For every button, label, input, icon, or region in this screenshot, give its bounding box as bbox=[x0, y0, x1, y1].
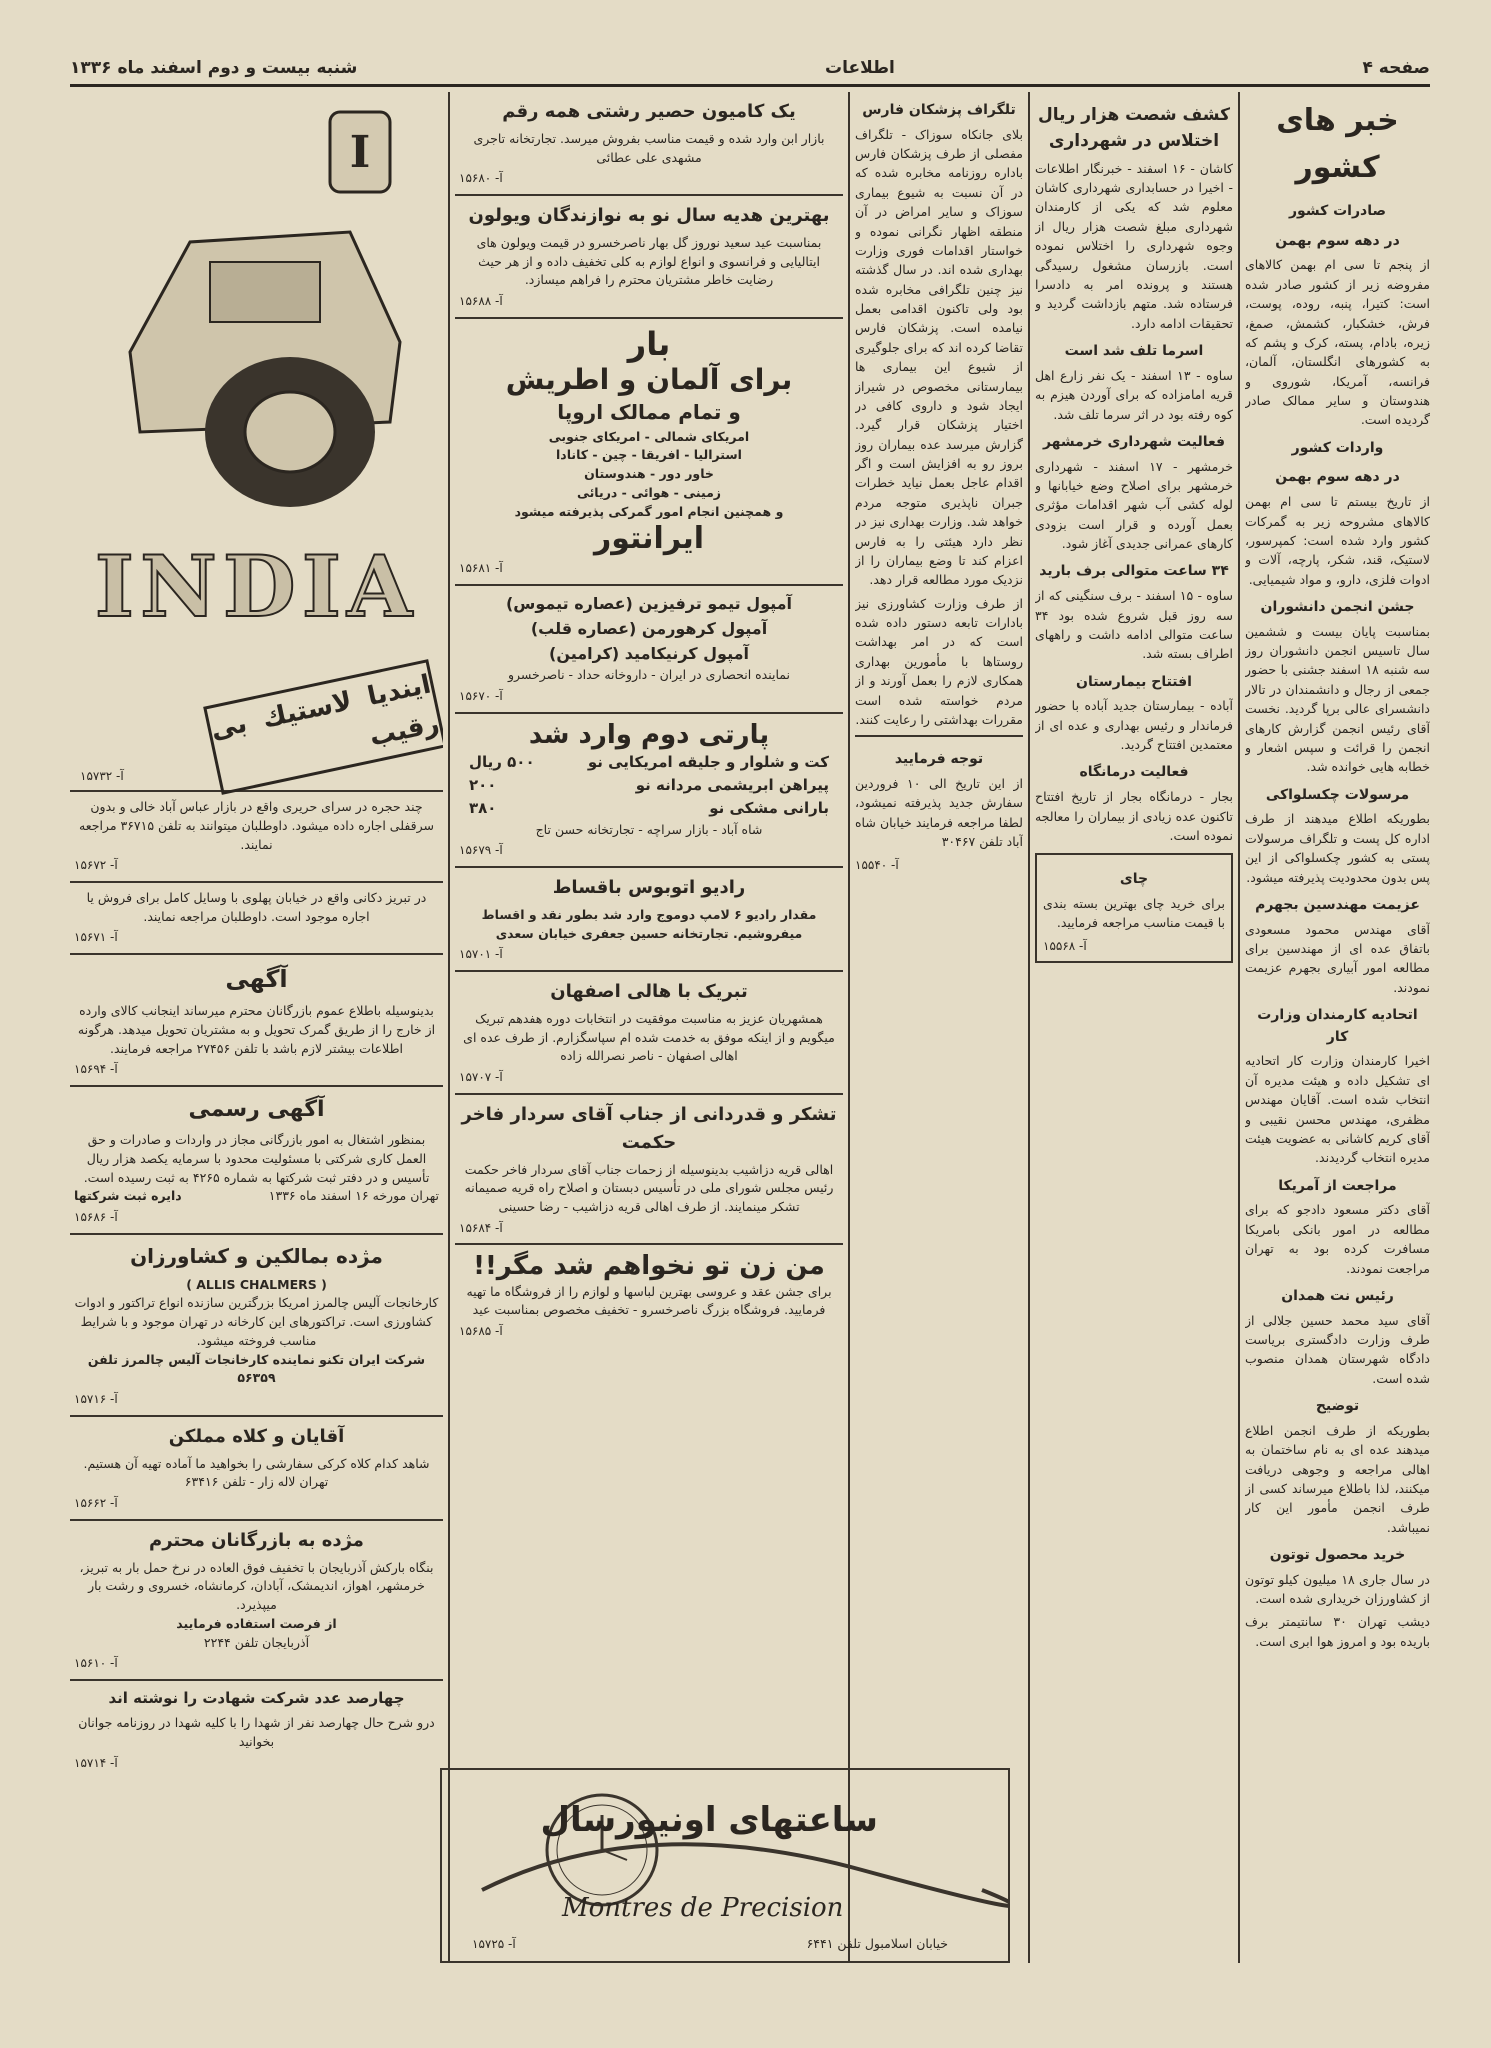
ad-line: و تمام ممالک اروپا bbox=[557, 399, 741, 424]
ad-shop-rent bbox=[70, 792, 443, 883]
ad-cable bbox=[455, 92, 843, 196]
ad-code: آ- ۱۵۶۸۵ bbox=[459, 1324, 503, 1339]
ad-line: امریکای شمالی - امریکای جنوبی bbox=[548, 428, 750, 444]
notice-box bbox=[855, 735, 1023, 874]
ad-title: آگهی bbox=[225, 964, 288, 993]
ad-text: نماینده انحصاری در ایران - داروخانه حداد - ناصرخسرو bbox=[507, 667, 791, 683]
ad-code: آ- ۱۵۷۰۱ bbox=[459, 947, 503, 962]
ad-code: آ- ۱۵۶۸۶ bbox=[74, 1210, 118, 1225]
ad-code: آ- ۱۵۶۱۰ bbox=[74, 1656, 118, 1671]
ad-code: آ- ۱۵۶۸۸ bbox=[459, 294, 503, 309]
ad-radio bbox=[455, 868, 843, 972]
headline: فعالیت درمانگاه bbox=[1079, 764, 1189, 781]
headline: تلگراف پزشکان فارس bbox=[862, 102, 1016, 118]
article-text: بلای جانکاه سوزاک - تلگراف مفصلی از طرف پزشکان فارس باداره روزنامه مخابره شده که در آن نسبت به شیوع بیماری سوزاک و سایر امراض در آن منطقه اظهار نگرانی نموده و خواستار اقدامات فوری وزارت بهداری شده اند. در سال گذشته نیز چنین تلگرافی مخابره شده بود ولی تاکنون اقدامی بعمل نیامده است. پزشکان فارس تقاضا کرده اند که برای جلوگیری از شیوع این بیماری ها بیمارستانی مخصوص در شیراز ایجاد شود و داروی کافی در اختیار پزشکان قرار گیرد. گزارش میرسد عده بیماران روز بروز رو به افزایش است و اگر اقدام عاجل بعمل نیاید خطرات جبران ناپذیری متوجه مردم خواهد شد. وزارت بهداری نیز در نظر دارد هیئتی را به فارس اعزام کند تا وضع بیماران را از نزدیک مورد مطالعه قرار دهد. bbox=[855, 126, 1023, 588]
ad-code: آ- ۱۵۵۶۸ bbox=[1043, 938, 1087, 953]
watch-brand: ساعتهای اونیورسال bbox=[540, 1800, 878, 1840]
item-name: کت و شلوار و جلیقه امریکایی نو bbox=[587, 752, 829, 771]
column-divider bbox=[848, 92, 850, 1963]
ad-title: رادیو اتوبوس باقساط bbox=[552, 877, 746, 899]
section-title: خبر های کشور bbox=[1276, 103, 1399, 185]
ad-text: شاه آباد - بازار سراچه - تجارتخانه حسن تاج bbox=[535, 821, 763, 837]
ad-text: در تبریز دکانی واقع در خیابان پهلوی با وسایل کامل برای فروش یا اجاره موجود است. داوطلبان مراجعه نمایند. bbox=[86, 889, 427, 924]
ad-text: بمنظور اشتغال به امور بازرگانی مجاز در واردات و صادرات و حق العمل کاری شرکتی با مسئولیت محدود با سرمایه یکصد هزار ریال تأسیس و در دفتر ثبت شرکتها به شماره ۴۲۶۵ به ثبت رسیده است. bbox=[83, 1132, 430, 1185]
headline: کشف شصت هزار ریال اختلاس در شهرداری bbox=[1038, 105, 1230, 152]
ad-violin bbox=[455, 196, 843, 319]
headline: عزیمت مهندسین بجهرم bbox=[1255, 896, 1420, 913]
ad-thanks bbox=[455, 1095, 843, 1246]
ad-code: آ- ۱۵۵۴۰ bbox=[855, 857, 899, 872]
article-text: بطوریکه اطلاع میدهند از طرف اداره کل پست و تلگراف مرسولات پستی به کشور چکسلواکی از این پس بدون محدودیت پذیرفته میشود. bbox=[1245, 811, 1430, 885]
ad-pharma bbox=[455, 586, 843, 714]
article-text: بطوریکه از طرف انجمن اطلاع میدهند عده ای به نام ساختمان به اهالی مراجعه و وجوهی دریافت میکنند، لذا باطلاع میرساند کسی از طرف انجمن مأمور این کار نمیباشد. bbox=[1245, 1422, 1430, 1535]
headline: صادرات کشور bbox=[1289, 203, 1386, 219]
ad-line: و همچنین انجام امور گمرکی پذیرفته میشود bbox=[514, 503, 784, 519]
ad-title: تبریک با هالی اصفهان bbox=[550, 981, 748, 1003]
headline: افتتاح بیمارستان bbox=[1076, 673, 1192, 690]
article-text: بمناسبت پایان بیست و ششمین سال تاسیس انجمن دانشوران روز سه شنبه ۱۸ اسفند جشنی با حضور جمعی از رجال و دانشمندان در تالار دانشسرای عالی برپا گردید. نخست آقای رئیس انجمن گزارش کارهای انجمن را قرائت و سپس اشعار و خطابه هایی خوانده شد. bbox=[1245, 623, 1430, 775]
masthead-rule bbox=[70, 84, 1430, 87]
ad-line: آمپول کرهورمن (عصاره قلب) bbox=[530, 618, 768, 638]
ad-title: مژده به بازرگانان محترم bbox=[149, 1529, 364, 1551]
ad-line: زمینی - هوائی - دریائی bbox=[576, 484, 722, 500]
ad-line: برای آلمان و اطریش bbox=[505, 363, 793, 397]
truck-illustration bbox=[70, 92, 443, 532]
headline: اسرما تلف شد است bbox=[1064, 343, 1204, 360]
article-text: خرمشهر - ۱۷ اسفند - شهرداری خرمشهر برای اصلاح وضع خیابانها و لوله کشی آب شهر اقدامات مؤثری بعمل آورده و قرار است بزودی کارهای عمرانی جدیدی آغاز شود. bbox=[1035, 458, 1233, 552]
item-name: پیراهن ابریشمی مردانه نو bbox=[635, 776, 829, 795]
ad-text: از این تاریخ الی ۱۰ فروردین سفارش جدید پذیرفته نمیشود، لطفا مراجعه فرمایند خیابان شاه آباد تلفن ۳۰۴۶۷ bbox=[855, 776, 1023, 850]
ad-title: بهترین هدیه سال نو به نوازندگان ویولون bbox=[468, 204, 830, 226]
ad-farmers bbox=[70, 1235, 443, 1417]
ad-code: آ- ۱۵۶۷۲ bbox=[74, 858, 118, 873]
ad-martyrs bbox=[70, 1681, 443, 1778]
headline: رئیس نت همدان bbox=[1281, 1287, 1394, 1304]
price-row bbox=[459, 797, 839, 820]
article-text: آقای سید محمد حسین جلالی از طرف وزارت دادگستری بریاست دادگاه شهرستان همدان منصوب شده است. bbox=[1245, 1312, 1430, 1386]
ad-title: مژده بمالکین و کشاورزان bbox=[130, 1243, 383, 1268]
ad-cargo bbox=[455, 319, 843, 586]
tire-hub bbox=[245, 392, 335, 472]
india-wordmark: INDIA bbox=[94, 537, 419, 636]
ad-brand: ایرانتور bbox=[593, 521, 705, 557]
watch-tagline: Montres de Precision bbox=[562, 1893, 844, 1923]
ad-text: بنگاه بارکش آذربایجان با تخفیف فوق العاده در نرخ حمل بار به تبریز، خرمشهر، اهواز، اندیمشک، آبادان، کرمانشاه، خسروی و رشت بار میپذیرد. bbox=[79, 1559, 434, 1613]
ad-code: آ- ۱۵۷۲۵ bbox=[472, 1937, 516, 1951]
column-divider bbox=[448, 92, 450, 1963]
ad-code: آ- ۱۵۶۹۴ bbox=[74, 1062, 118, 1077]
ad-line: استرالیا - افریقا - چین - کانادا bbox=[556, 447, 742, 463]
article-text: دیشب تهران ۳۰ سانتیمتر برف باریده بود و امروز هوا ابری است. bbox=[1245, 1614, 1430, 1649]
article-text: بجار - درمانگاه بجار از تاریخ افتتاح تاکنون عده زیادی از بیماران را معالجه نموده است. bbox=[1035, 789, 1233, 843]
ad-code: آ- ۱۵۷۳۲ bbox=[80, 769, 124, 784]
price-row bbox=[459, 751, 839, 774]
ad-title: چهارصد عدد شرکت شهادت را نوشته اند bbox=[108, 1688, 405, 1707]
article-text: اخیرا کارمندان وزارت کار اتحادیه ای تشکیل داده و هیئت مدیره آن انتخاب شده است. آقایان مهندس مظفری، مهندس محسن نقیبی و آقای کریم کاشانی به عضویت هیئت مدیره انتخاب گردیدند. bbox=[1245, 1053, 1430, 1166]
ad-code: آ- ۱۵۷۱۴ bbox=[74, 1755, 118, 1770]
ad-title: تشکر و قدردانی از جناب آقای سردار فاخر حکمت bbox=[461, 1103, 837, 1153]
ad-title: چای bbox=[1119, 871, 1149, 888]
ad-line: خاور دور - هندوستان bbox=[584, 466, 714, 482]
article-text: آباده - بیمارستان جدید آباده با حضور فرماندار و رئیس بهداری و عده ای از معتمدین افتتاح گردید. bbox=[1035, 698, 1233, 753]
ad-code: آ- ۱۵۶۸۰ bbox=[459, 171, 503, 186]
article-text: از تاریخ بیستم تا سی ام بهمن کالاهای مشروحه زیر به گمرکات کشور وارد شده است: کمپرسور، لاستیک، قند، شکر، پارچه، آلات و ادوات فلزی، دارو، و مواد شیمیایی. bbox=[1245, 494, 1430, 587]
item-price: ۵۰۰ ریال bbox=[469, 752, 535, 771]
india-tire-ad bbox=[70, 92, 443, 792]
ad-title: یک کامیون حصیر رشتی همه رقم bbox=[502, 101, 796, 122]
ad-code: آ- ۱۵۶۷۱ bbox=[74, 930, 118, 945]
ad-text: بدینوسیله باطلاع عموم بازرگانان محترم میرساند اینجانب کالای وارده از خارج را از طریق گمرک تحویل و به مشتریان تحویل میدهد. هرگونه اطلاعات بیشتر لازم باشد با تلفن ۲۷۴۵۶ مراجعه فرمایند. bbox=[77, 1003, 436, 1056]
column-divider bbox=[1238, 92, 1240, 1963]
ad-freight bbox=[70, 1521, 443, 1681]
india-slogan-sign: اینديا لاستيك بی رقیب bbox=[203, 659, 443, 795]
ad-title: آقایان و کلاه مملکن bbox=[168, 1425, 345, 1447]
price-row bbox=[459, 774, 839, 797]
ad-text: مقدار رادیو ۶ لامپ دوموج وارد شد بطور نقد و اقساط میفروشیم. تجارتخانه حسین جعفری خیابان سعدی bbox=[481, 906, 817, 941]
ad-code: آ- ۱۵۶۷۰ bbox=[459, 689, 503, 704]
ad-title: توجه فرمایید bbox=[894, 751, 984, 768]
ad-code: آ- ۱۵۷۰۷ bbox=[459, 1070, 503, 1085]
headline: ۳۴ ساعت متوالی برف بارید bbox=[1039, 563, 1229, 580]
page-label: صفحه ۴ bbox=[1362, 58, 1430, 78]
ad-contact: شرکت ایران تکنو نماینده کارخانجات آلیس چالمرز تلفن ۵۶۳۵۹ bbox=[87, 1351, 426, 1386]
ad-text: کارخانجات آلیس چالمرز امریکا بزرگترین سازنده انواع تراکتور و ادوات کشاورزی است. تراکتورهای این کارخانه در تهران موجود و با شرایط مناسب فروخته میشود. bbox=[74, 1295, 439, 1348]
article-text: ساوه - ۱۳ اسفند - یک نفر زارع اهل قریه امامزاده که برای آوردن هیزم به کوه رفته بود در اثر سرما تلف شد. bbox=[1035, 367, 1233, 422]
ad-party bbox=[455, 714, 843, 868]
headline: اتحادیه کارمندان وزارت کار bbox=[1257, 1007, 1418, 1045]
ad-tabriz bbox=[70, 883, 443, 955]
ad-title: آگهی رسمی bbox=[188, 1096, 325, 1122]
ad-title: بار bbox=[627, 324, 671, 363]
ad-code: آ- ۱۵۶۸۴ bbox=[459, 1220, 503, 1235]
headline: مرسولات چکسلواکی bbox=[1265, 786, 1410, 803]
news-column-second bbox=[1035, 92, 1233, 1963]
ad-greeting bbox=[455, 972, 843, 1095]
ad-code: آ- ۱۵۶۷۹ bbox=[459, 843, 503, 858]
headline: جشن انجمن دانشوران bbox=[1260, 599, 1415, 615]
ad-title: پارتی دوم وارد شد bbox=[528, 719, 770, 750]
ad-text: بمناسبت عید سعید نوروز گل بهار ناصرخسرو در قیمت ویولون های ایتالیایی و فرانسوی و انواع لوازم به کلی تخفیف داده و از هر حیث رضایت خاطر مشتریان محترم را فراهم میسازد. bbox=[476, 234, 822, 288]
ad-notice bbox=[70, 955, 443, 1087]
ads-column-left bbox=[70, 92, 443, 1963]
ad-code: آ- ۱۵۶۸۱ bbox=[459, 561, 503, 576]
article-text: از طرف وزارت کشاورزی نیز بادارات تابعه دستور داده شده است که در امر بهداشت روستاها با مأمورین بهداری همکاری لازم را بعمل آورند و از مردم خواسته شده است مقررات بهداشتی را رعایت کنند. bbox=[855, 595, 1023, 727]
ad-footer bbox=[74, 1187, 439, 1206]
tea-ad bbox=[1035, 853, 1233, 963]
item-price: ۲۰۰ bbox=[469, 776, 497, 795]
subheadline: در دهه سوم بهمن bbox=[1275, 469, 1400, 486]
ad-brand: ( ALLIS CHALMERS ) bbox=[186, 1276, 327, 1292]
ad-official bbox=[70, 1087, 443, 1235]
article-text: کاشان - ۱۶ اسفند - خبرنگار اطلاعات - اخیرا در حسابداری شهرداری کاشان معلوم شد که یکی از کارمندان شهرداری مبلغ شصت هزار ریال از وجوه شهرداری را اختلاس نموده است. بازرسان مشغول رسیدگی هستند و پرونده امر به دادسرا فرستاده شد. متهم بازداشت گردید و تحقیقات ادامه دارد. bbox=[1035, 160, 1233, 331]
ad-text: همشهریان عزیز به مناسبت موفقیت در انتخابات دوره هفدهم تبریک میگویم و از اینکه موفق به خدمت شده ام سپاسگزارم. از طرف عده ای اهالی اصفهان - ناصر نصرالله زاده bbox=[463, 1010, 835, 1064]
column-divider bbox=[1028, 92, 1030, 1963]
headline: خرید محصول توتون bbox=[1269, 1547, 1406, 1563]
ad-text: بازار ابن وارد شده و قیمت مناسب بفروش میرسد. تجارتخانه تاجری مشهدی علی عطائی bbox=[473, 130, 825, 165]
ad-text: چند حجره در سرای حریری واقع در بازار عباس آباد خالی و بدون سرقفلی اجاره داده میشود. داوطلبان میتوانند به تلفن ۳۶۷۱۵ مراجعه نمایند. bbox=[79, 799, 434, 852]
ad-text: شاهد کدام کلاه کرکی سفارشی را بخواهید ما آماده تهیه آن هستیم. تهران لاله زار - تلفن ۶۳۴۱۶ bbox=[83, 1455, 430, 1490]
ad-line: آمپول کرنیکامید (کرامین) bbox=[549, 643, 749, 663]
ad-title: من زن تو نخواهم شد مگر!! bbox=[473, 1251, 825, 1282]
ad-text: برای جشن عقد و عروسی بهترین لباسها و لوازم را از فروشگاه ما تهیه فرمایید. فروشگاه بزرگ ناصرخسرو - تخفیف مخصوص بمناسبت عید bbox=[466, 1283, 832, 1318]
news-column-third bbox=[855, 92, 1023, 1758]
ad-hats bbox=[70, 1417, 443, 1521]
watch-address: خیابان اسلامبول تلفن ۶۴۴۱ bbox=[806, 1936, 948, 1951]
ad-code: آ- ۱۵۷۱۶ bbox=[74, 1392, 118, 1407]
ad-text: اهالی قریه دزاشیب بدینوسیله از زحمات جناب آقای سردار فاخر حکمت رئیس مجلس شورای ملی در تأسیس دبستان و اصلاح راه قریه صمیمانه تشکر مینمایند. از طرف اهالی قریه دزاشیب - رضا حسینی bbox=[464, 1161, 834, 1215]
item-name: بارانی مشکی نو bbox=[709, 799, 829, 818]
ad-text: درو شرح حال چهارصد نفر از شهدا را با کلیه شهدا در روزنامه جوانان بخوانید bbox=[78, 1715, 435, 1749]
logo-letter: I bbox=[349, 127, 371, 178]
ads-column-center bbox=[455, 92, 843, 1758]
headline: فعالیت شهرداری خرمشهر bbox=[1042, 433, 1226, 450]
ad-text: برای خرید چای بهترین بسته بندی با قیمت مناسب مراجعه فرمایید. bbox=[1043, 895, 1225, 931]
ad-date: تهران مورخه ۱۶ اسفند ماه ۱۳۳۶ bbox=[268, 1188, 439, 1204]
article-text: در سال جاری ۱۸ میلیون کیلو توتون از کشاورزان خریداری شده است. bbox=[1245, 1571, 1430, 1607]
masthead bbox=[70, 56, 1430, 80]
article-text: آقای مهندس محمود مسعودی باتفاق عده ای از مهندسین برای مطالعه امور آبیاری بجهرم عزیمت نمودند. bbox=[1245, 921, 1430, 995]
paper-name: اطلاعات bbox=[825, 58, 895, 78]
news-column-right bbox=[1245, 92, 1430, 1963]
ad-subtitle: از فرصت استفاده فرمایید bbox=[176, 1615, 337, 1631]
ad-office: دایره ثبت شرکتها bbox=[74, 1188, 182, 1204]
item-price: ۳۸۰ bbox=[469, 799, 497, 818]
article-text: ساوه - ۱۵ اسفند - برف سنگینی که از سه روز قبل شروع شده بود ۳۴ ساعت متوالی ادامه داشت و راههای اطراف بسته شد. bbox=[1035, 588, 1233, 662]
article-text: از پنجم تا سی ام بهمن کالاهای مفروضه زیر از کشور صادر شده است: کتیرا، پنبه، روده، پوست، فرش، خشکبار، کشمش، صمغ، زیره، بادام، پسته، کرک و پشم که به کشورهای انگلستان، آلمان، فرانسه، آمریکا، شوروی و هندوستان و سایر ممالک صادر گردیده است. bbox=[1245, 257, 1430, 428]
truck-windshield bbox=[210, 262, 320, 322]
watch-ad bbox=[440, 1768, 1010, 1963]
headline: توضیح bbox=[1315, 1398, 1360, 1415]
headline: مراجعت از آمریکا bbox=[1278, 1177, 1397, 1194]
ad-wedding bbox=[455, 1245, 843, 1346]
ad-code: آ- ۱۵۶۶۲ bbox=[74, 1496, 118, 1511]
issue-date: شنبه بیست و دوم اسفند ماه ۱۳۳۶ bbox=[70, 58, 358, 78]
watch-illustration bbox=[442, 1770, 1008, 1961]
subheadline: در دهه سوم بهمن bbox=[1275, 232, 1400, 249]
headline: واردات کشور bbox=[1291, 439, 1384, 456]
ad-contact: آذربایجان تلفن ۲۲۴۴ bbox=[203, 1634, 310, 1650]
article-text: آقای دکتر مسعود دادجو که برای مطالعه در امور بانکی بامریکا مسافرت کرده بود به تهران مراجعت نمودند. bbox=[1245, 1202, 1430, 1276]
ad-line: آمپول تیمو ترفیزین (عصاره تیموس) bbox=[505, 594, 793, 614]
